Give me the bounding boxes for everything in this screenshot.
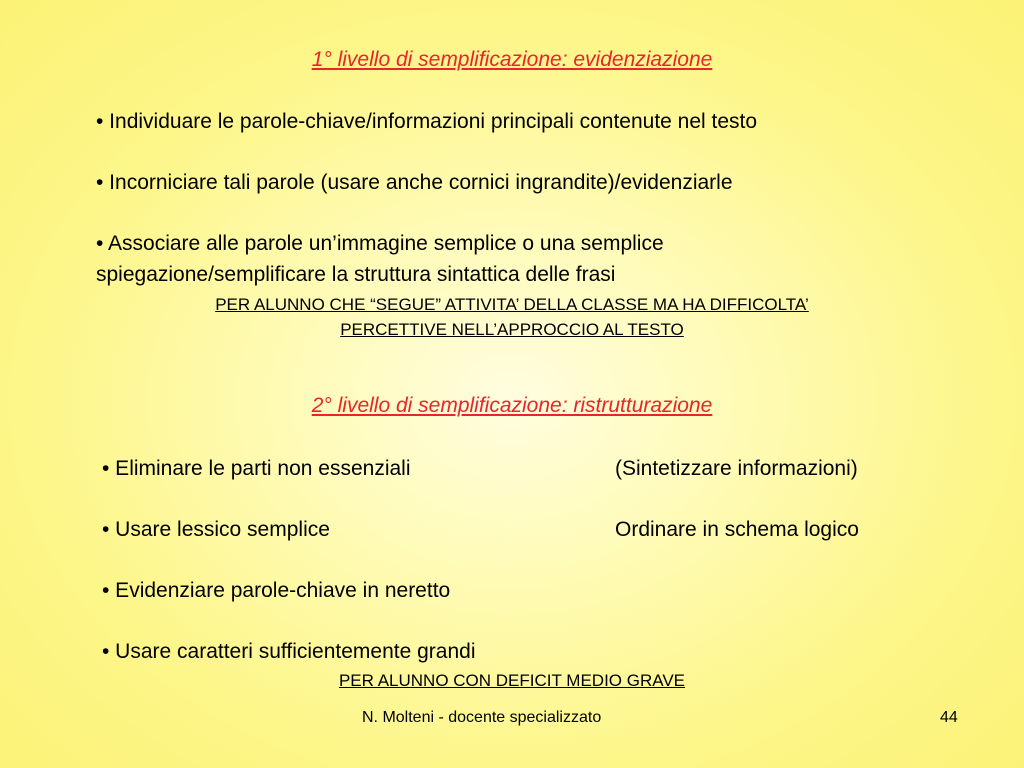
section1-bullet-1: • Individuare le parole-chiave/informazioni principali contenute nel testo	[96, 110, 758, 133]
section2-bullet-3: • Evidenziare parole-chiave in neretto	[102, 579, 451, 602]
section1-note-line-1: PER ALUNNO CHE “SEGUE” ATTIVITA’ DELLA CLASSE MA HA DIFFICOLTA’	[215, 295, 809, 314]
section1-note-line-2: PERCETTIVE NELL’APPROCCIO AL TESTO	[340, 320, 684, 339]
footer-author: N. Molteni - docente specializzato	[362, 709, 602, 726]
section2-note: PER ALUNNO CON DEFICIT MEDIO GRAVE	[338, 671, 686, 690]
section1-bullet-2: • Incorniciare tali parole (usare anche cornici ingrandite)/evidenziarle	[96, 171, 733, 194]
section1-bullet-3: • Associare alle parole un’immagine semplice o una semplice	[96, 232, 664, 255]
section2-bullet-1: • Eliminare le parti non essenziali	[102, 457, 411, 480]
section1-bullet-3-continued: spiegazione/semplificare la struttura sintattica delle frasi	[96, 263, 616, 286]
page-number: 44	[940, 709, 958, 726]
section1-heading: 1° livello di semplificazione: evidenziazione	[311, 48, 713, 71]
section2-right-item-2: Ordinare in schema logico	[615, 518, 859, 541]
section2-heading: 2° livello di semplificazione: ristrutturazione	[311, 394, 713, 417]
section2-bullet-4: • Usare caratteri sufficientemente grandi	[102, 640, 476, 663]
section2-right-item-1: (Sintetizzare informazioni)	[615, 457, 858, 480]
section2-bullet-2: • Usare lessico semplice	[102, 518, 330, 541]
